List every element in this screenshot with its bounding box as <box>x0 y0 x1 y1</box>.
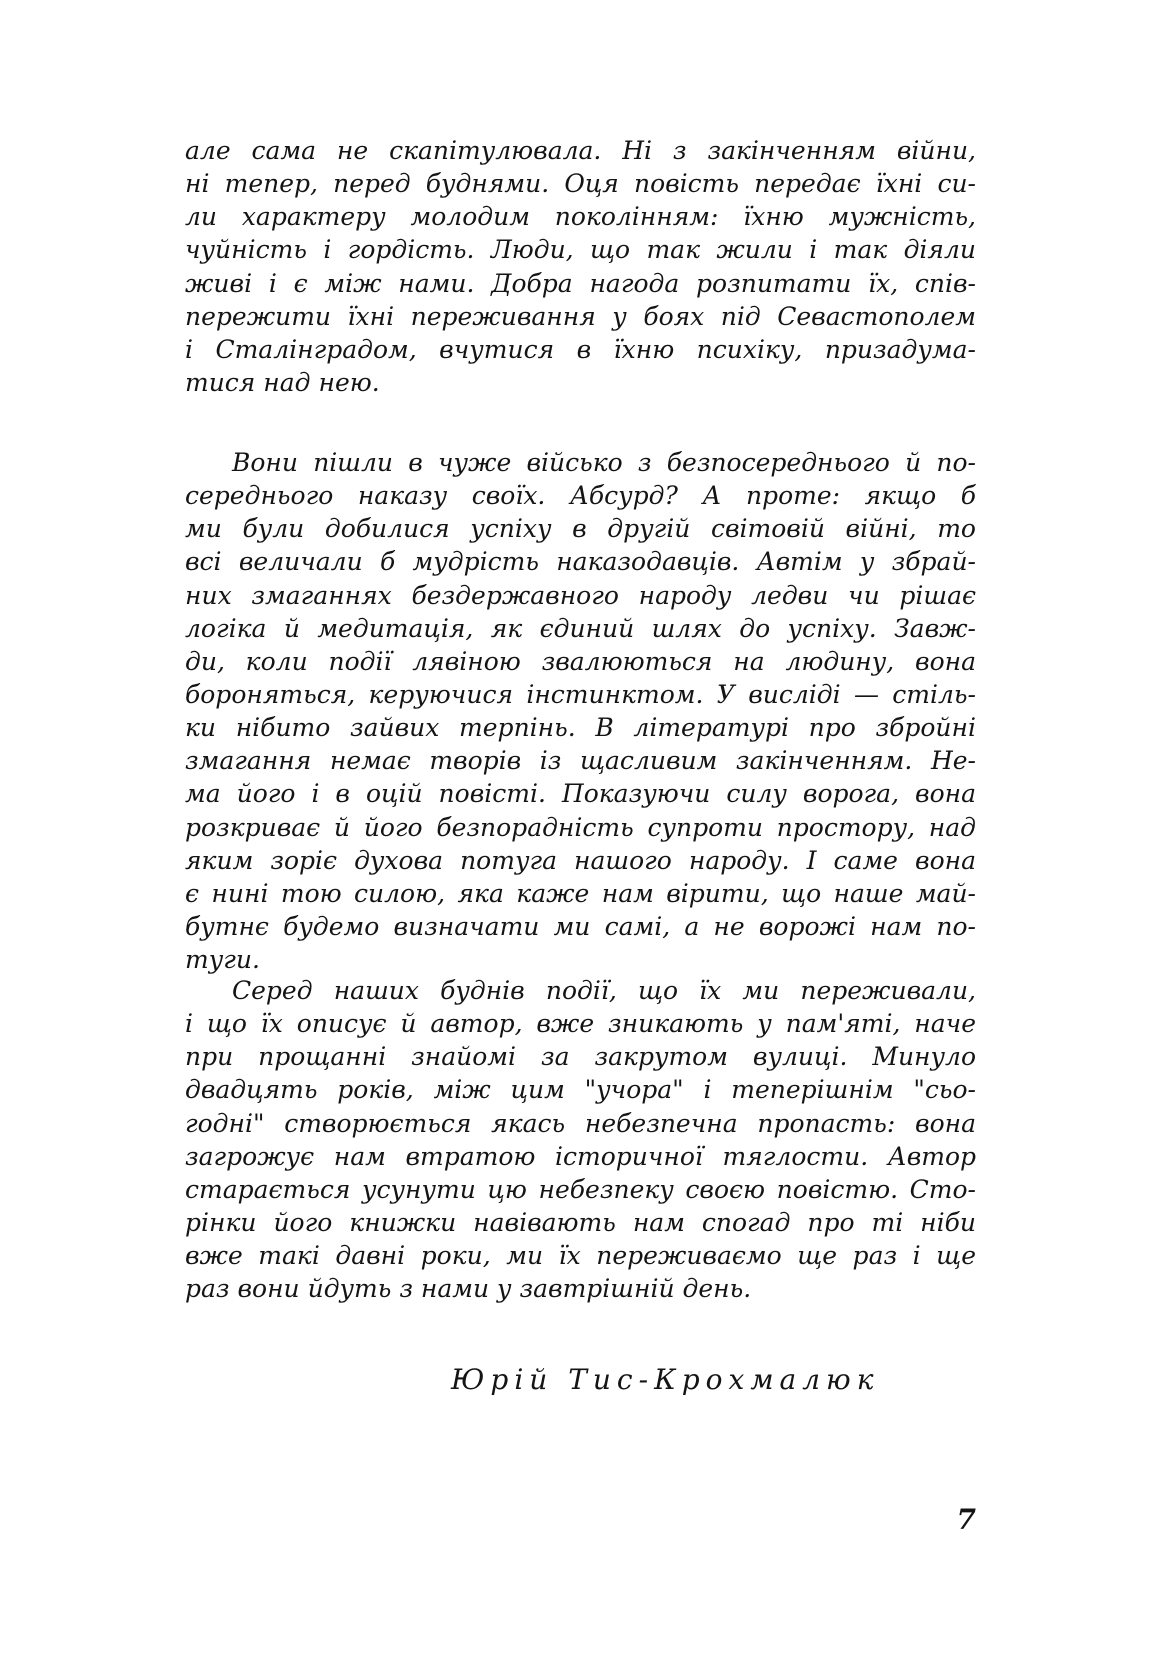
text-line: пережити їхні переживання у боях під Севастополем <box>185 301 976 331</box>
text-line: ми були добилися успіху в другій світовій війні, то <box>185 514 976 544</box>
text-line: рінки його книжки навівають нам спогад про ті ніби <box>185 1207 976 1237</box>
paragraph-1 <box>185 134 976 399</box>
text-line: двадцять років, між цим "учора" і теперішнім "сьо- <box>185 1075 976 1105</box>
text-line: них змаганнях бездержавного народу ледви чи рішає <box>185 580 976 610</box>
text-line: всі величали б мудрість наказодавців. Автім у збрай- <box>185 547 976 577</box>
text-line: живі і є між нами. Добра нагода розпитати їх, спів- <box>185 268 976 298</box>
text-line: середнього наказу своїх. Абсурд? А проте: якщо б <box>185 481 976 511</box>
text-line: яким зоріє духова потуга нашого народу. І саме вона <box>185 845 976 875</box>
text-line: туги. <box>185 945 260 975</box>
text-line: ні тепер, перед буднями. Оця повість передає їхні си- <box>185 169 976 199</box>
text-line: бутнє будемо визначати ми самі, а не ворожі нам по- <box>185 911 976 941</box>
text-line: ма його і в оцій повісті. Показуючи силу ворога, вона <box>185 779 976 809</box>
text-line: змагання немає творів із щасливим закінченням. Не- <box>185 746 976 776</box>
text-line: Вони пішли в чуже військо з безпосереднього й по- <box>232 448 976 477</box>
text-line: і Сталінградом, вчутися в їхню психіку, призадума- <box>185 334 976 364</box>
text-line: ки нібито зайвих терпінь. В літературі про збройні <box>185 713 976 743</box>
text-line: раз вони йдуть з нами у завтрішній день. <box>185 1274 752 1304</box>
text-line: Серед наших буднів події, що їх ми переживали, <box>232 976 976 1005</box>
text-line: тися над нею. <box>185 367 380 397</box>
author-signature: Юрій Тис-Крохмалюк <box>451 1363 880 1396</box>
paragraph-2 <box>185 446 976 976</box>
text-line: але сама не скапітулювала. Ні з закінченням війни, <box>185 136 976 165</box>
text-line: розкриває й його безпорадність супроти простору, над <box>185 812 976 842</box>
page-number: 7 <box>956 1503 976 1536</box>
paragraph-3 <box>185 974 976 1305</box>
text-line: бороняться, керуючися інстинктом. У висліді — стіль- <box>185 679 976 709</box>
text-line: старається усунути цю небезпеку своєю повістю. Сто- <box>185 1174 976 1204</box>
text-line: загрожує нам втратою історичної тяглости. Автор <box>185 1141 976 1171</box>
text-line: логіка й медитація, як єдиний шлях до успіху. Завж- <box>185 613 976 643</box>
text-line: вже такі давні роки, ми їх переживаємо ще раз і ще <box>185 1241 976 1271</box>
text-line: годні" створюється якась небезпечна пропасть: вона <box>185 1108 976 1138</box>
text-line: чуйність і гордість. Люди, що так жили і так діяли <box>185 235 976 265</box>
text-line: ли характеру молодим поколінням: їхню мужність, <box>185 202 976 232</box>
text-line: є нині тою силою, яка каже нам вірити, що наше май- <box>185 878 976 908</box>
text-line: ди, коли події лявіною звалюються на людину, вона <box>185 646 976 676</box>
text-line: і що їх описує й автор, вже зникають у пам'яті, наче <box>185 1009 976 1039</box>
text-line: при прощанні знайомі за закрутом вулиці. Минуло <box>185 1042 976 1072</box>
